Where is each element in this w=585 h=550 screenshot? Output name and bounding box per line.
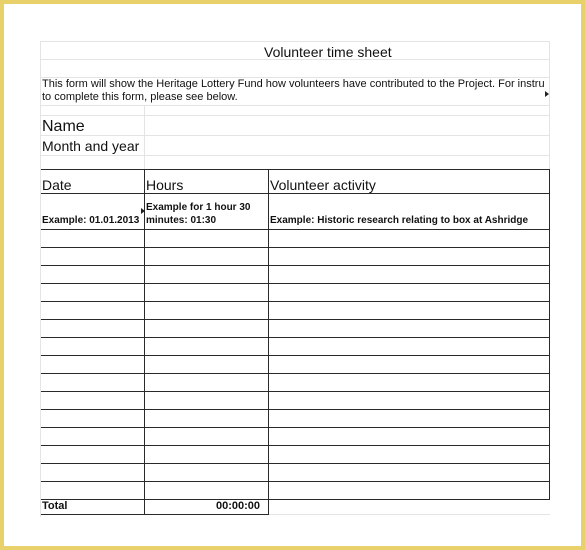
gridline [269, 514, 550, 515]
table-row-border [40, 427, 550, 428]
overflow-arrow-icon [141, 208, 145, 214]
month-year-label: Month and year [42, 138, 140, 154]
column-header-activity: Volunteer activity [270, 177, 376, 193]
gridline [40, 135, 550, 136]
total-value: 00:00:00 [216, 500, 261, 512]
overflow-arrow-icon [545, 91, 549, 97]
example-date-cell [42, 215, 142, 227]
intro-line-2: to complete this form, please see below. [42, 91, 238, 103]
example-date: Example: 01.01.2013 [42, 215, 140, 226]
total-border [40, 514, 269, 515]
table-border [40, 169, 550, 170]
intro-line-1: This form will show the Heritage Lottery Fund how volunteers have contributed to the Project. For instru [42, 78, 545, 90]
table-border [40, 193, 550, 194]
table-row-border [40, 355, 550, 356]
gridline [40, 105, 550, 106]
example-hours-line-1: Example for 1 hour 30 [146, 202, 251, 213]
table-row-border [40, 337, 550, 338]
table-row-border [40, 463, 550, 464]
example-hours-line-2: minutes: 01:30 [146, 215, 217, 226]
table-row-border [40, 481, 550, 482]
table-row-border [40, 283, 550, 284]
table-row-border [40, 445, 550, 446]
table-row-border [40, 373, 550, 374]
table-row-border [40, 499, 550, 500]
column-header-date: Date [42, 177, 72, 193]
column-header-hours: Hours [146, 177, 184, 193]
table-row-border [40, 391, 550, 392]
total-label: Total [42, 500, 68, 512]
table-row-border [40, 301, 550, 302]
table-row-border [40, 409, 550, 410]
table-border [40, 229, 550, 230]
table-row-border [40, 319, 550, 320]
gridline [40, 41, 550, 42]
table-border [549, 169, 550, 499]
name-label: Name [42, 118, 85, 135]
example-activity: Example: Historic research relating to box at Ashridge [270, 215, 529, 226]
gridline [40, 41, 41, 517]
gridline [40, 155, 550, 156]
table-row-border [40, 247, 550, 248]
sheet-title: Volunteer time sheet [264, 44, 392, 60]
table-row-border [40, 265, 550, 266]
gridline [40, 115, 550, 116]
spreadsheet-area [40, 41, 550, 517]
